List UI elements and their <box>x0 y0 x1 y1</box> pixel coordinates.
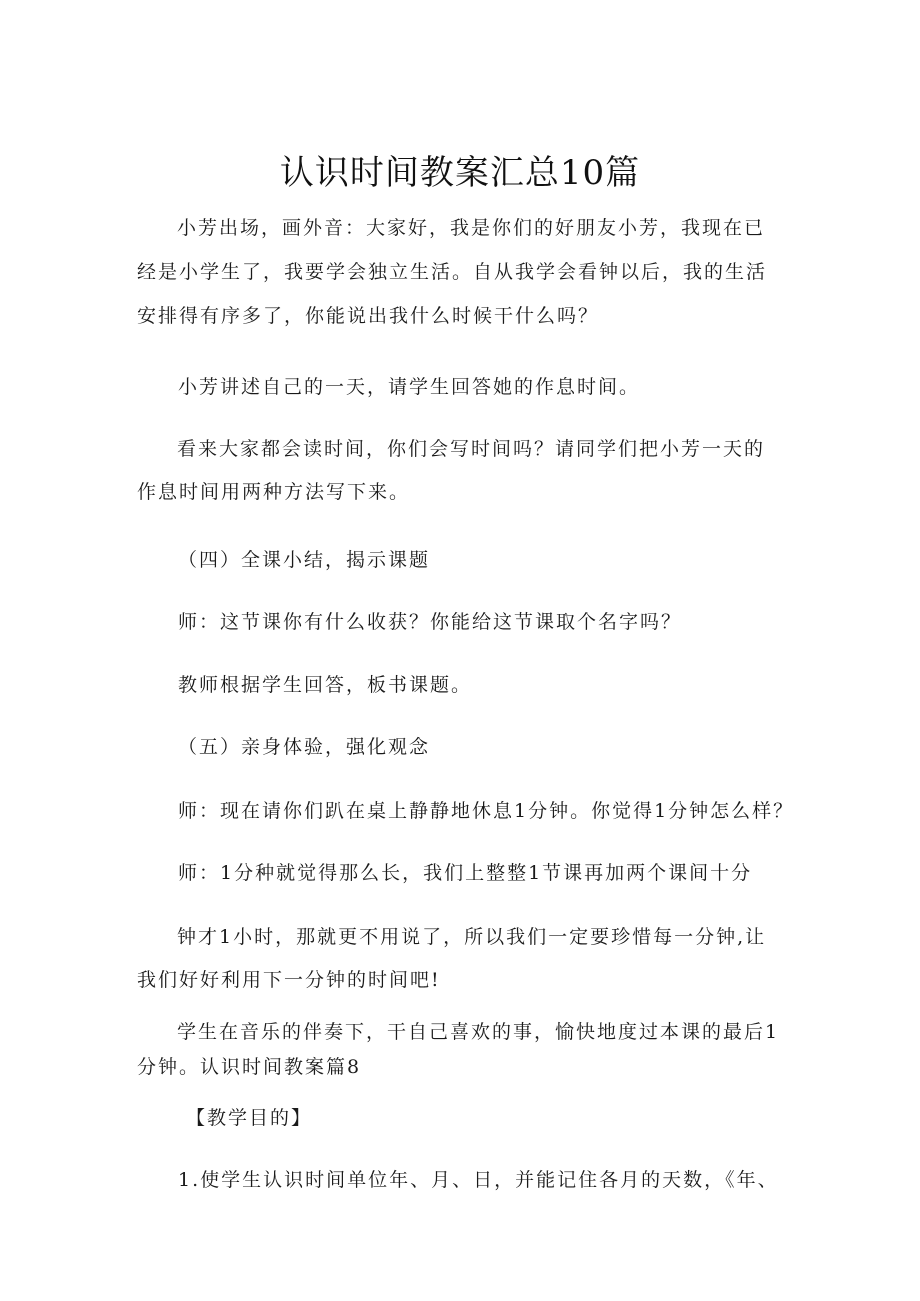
paragraph-daily-routine: 小芳讲述自己的一天，请学生回答她的作息时间。 <box>178 376 641 398</box>
section-heading-experience: （五）亲身体验，强化观念 <box>178 736 431 758</box>
paragraph-one-minute-long: 师：1分种就觉得那么长，我们上整整1节课再加两个课间十分 <box>178 862 753 884</box>
paragraph-rest-one-minute: 师：现在请你们趴在桌上静静地休息1分钟。你觉得1分钟怎么样？ <box>178 800 795 822</box>
paragraph-intro: 小芳出场，画外音：大家好，我是你们的好朋友小芳，我现在已经是小学生了，我要学会独立生活。自从我学会看钟以后，我的生活安排得有序多了，你能说出我什么时候干什么吗？ <box>137 217 768 327</box>
paragraph-teacher-question: 师：这节课你有什么收获？你能给这节课取个名字吗？ <box>178 611 683 633</box>
list-item-objective-1: 1.使学生认识时间单位年、月、日，并能记住各月的天数，《年、 <box>178 1169 779 1191</box>
paragraph-cherish-time: 钟才1小时，那就更不用说了，所以我们一定要珍惜每一分钟,让我们好好利用下一分钟的时间吧! <box>137 926 767 991</box>
paragraph-write-time: 看来大家都会读时间，你们会写时间吗？请同学们把小芳一天的作息时间用两种方法写下来。 <box>137 438 766 503</box>
paragraph-board-title: 教师根据学生回答，板书课题。 <box>178 674 473 696</box>
paragraph-music-activity: 学生在音乐的伴奏下，干自己喜欢的事，愉快地度过本课的最后1分钟。认识时间教案篇8 <box>137 1021 780 1078</box>
document-title: 认识时间教案汇总10篇 <box>279 153 641 193</box>
section-heading-summary: （四）全课小结，揭示课题 <box>178 549 431 571</box>
section-heading-objectives: 【教学目的】 <box>186 1107 313 1129</box>
